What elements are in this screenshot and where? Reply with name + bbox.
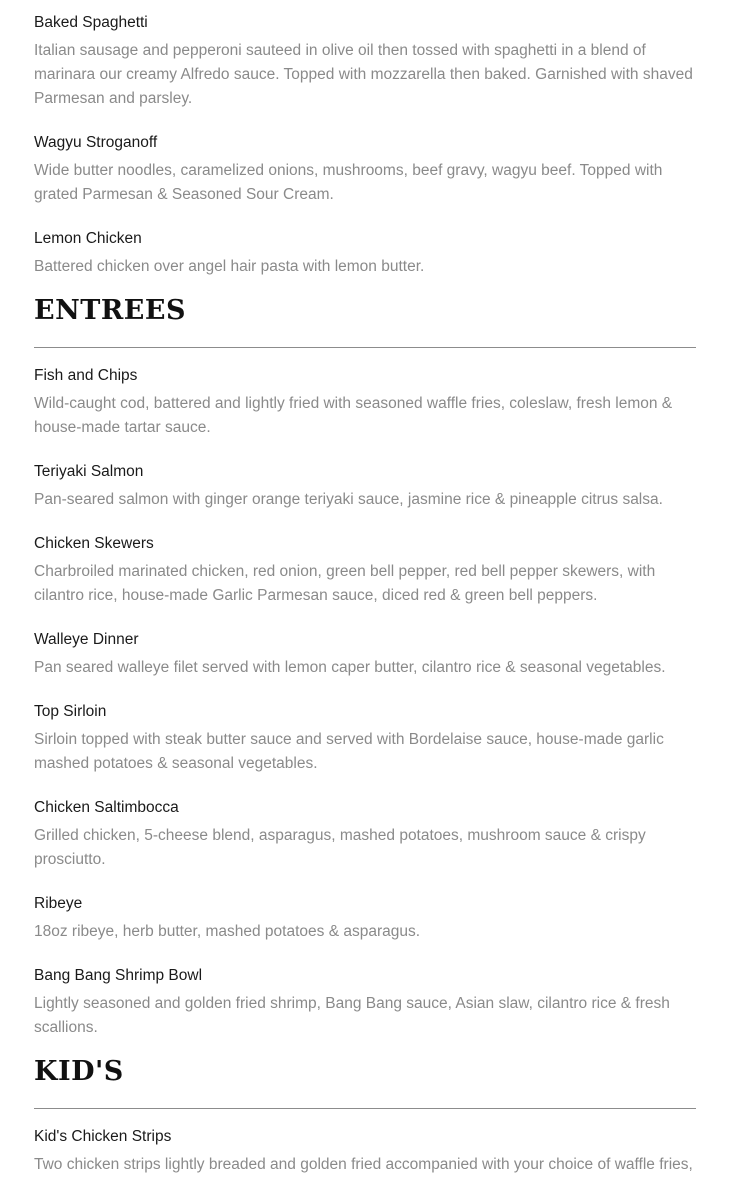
menu-item-name: Chicken Skewers	[34, 535, 154, 552]
menu-item-description: Charbroiled marinated chicken, red onion, green bell pepper, red bell pepper skewers, with cilantro rice, house-made Garlic Parmesan sauce, diced red & green bell peppers.	[34, 563, 656, 604]
menu-item-description: 18oz ribeye, herb butter, mashed potatoes & asparagus.	[34, 923, 421, 940]
section-heading-kids: KID'S	[34, 1056, 124, 1087]
menu-item-name: Lemon Chicken	[34, 230, 142, 247]
menu-item-name: Baked Spaghetti	[34, 14, 148, 31]
section-heading-entrees: ENTREES	[34, 295, 186, 326]
menu-item-description: Italian sausage and pepperoni sauteed in olive oil then tossed with spaghetti in a blend of marinara our creamy Alfredo sauce. Topped with mozzarella then baked. Garnished with shaved Parmesan and parsley.	[34, 42, 693, 107]
menu-item-description: Wild-caught cod, battered and lightly fried with seasoned waffle fries, coleslaw, fresh lemon & house-made tartar sauce.	[34, 395, 673, 436]
menu-item-name: Teriyaki Salmon	[34, 463, 144, 480]
menu-item-name: Top Sirloin	[34, 703, 107, 720]
menu-item-name: Walleye Dinner	[34, 631, 139, 648]
section-divider	[34, 347, 696, 348]
menu-item-name: Ribeye	[34, 895, 83, 912]
menu-item-name: Wagyu Stroganoff	[34, 134, 158, 151]
menu-item-description: Pan-seared salmon with ginger orange teriyaki sauce, jasmine rice & pineapple citrus salsa.	[34, 491, 663, 508]
menu-item-description: Battered chicken over angel hair pasta with lemon butter.	[34, 258, 425, 275]
menu-item-description: Pan seared walleye filet served with lemon caper butter, cilantro rice & seasonal vegetables.	[34, 659, 666, 676]
menu-item-name: Kid's Chicken Strips	[34, 1128, 172, 1145]
menu-item-name: Bang Bang Shrimp Bowl	[34, 967, 203, 984]
section-divider	[34, 1108, 696, 1109]
menu-item-description: Lightly seasoned and golden fried shrimp, Bang Bang sauce, Asian slaw, cilantro rice & fresh scallions.	[34, 995, 670, 1036]
menu-item-name: Chicken Saltimbocca	[34, 799, 179, 816]
menu-item-description: Wide butter noodles, caramelized onions, mushrooms, beef gravy, wagyu beef. Topped with grated Parmesan & Seasoned Sour Cream.	[34, 162, 663, 203]
menu-item-description: Two chicken strips lightly breaded and golden fried accompanied with your choice of waffle fries,	[34, 1156, 693, 1173]
menu-item-name: Fish and Chips	[34, 367, 138, 384]
menu-item-description: Sirloin topped with steak butter sauce and served with Bordelaise sauce, house-made garlic mashed potatoes & seasonal vegetables.	[34, 731, 664, 772]
menu-item-description: Grilled chicken, 5-cheese blend, asparagus, mashed potatoes, mushroom sauce & crispy prosciutto.	[34, 827, 646, 868]
